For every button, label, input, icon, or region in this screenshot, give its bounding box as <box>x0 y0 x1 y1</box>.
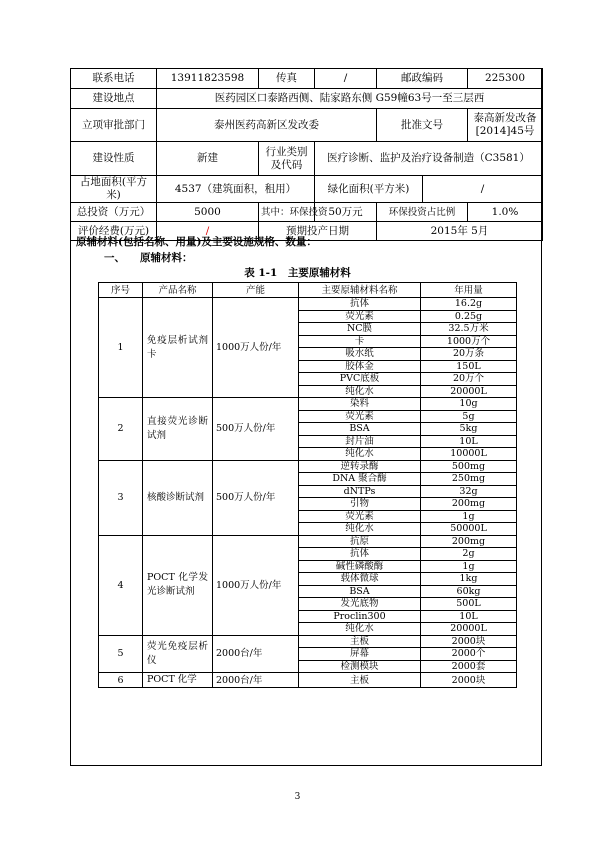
material-quantity: 1g <box>421 560 517 573</box>
env-invest-label: 其中：环保投资 <box>259 203 315 222</box>
product-number: 5 <box>99 635 143 673</box>
contact-label: 联系电话 <box>71 69 157 89</box>
material-quantity: 2000块 <box>421 673 517 688</box>
product-number: 4 <box>99 535 143 635</box>
material-quantity: 5kg <box>421 423 517 436</box>
eval-fee-label: 评价经费(万元) <box>71 222 157 241</box>
area-label: 占地面积(平方米) <box>71 176 157 203</box>
product-number: 1 <box>99 298 143 398</box>
approval-no-label: 批准文号 <box>377 109 468 142</box>
material-quantity: 10L <box>421 435 517 448</box>
material-quantity: 50000L <box>421 523 517 536</box>
green-label: 绿化面积(平方米) <box>315 176 423 203</box>
product-capacity: 2000台/年 <box>213 635 299 673</box>
table-caption: 表 1-1 主要原辅材料 <box>244 267 351 279</box>
fax-value: / <box>315 69 377 89</box>
material-name: 载体微球 <box>299 573 421 586</box>
table-row <box>99 673 517 688</box>
materials-table <box>98 282 517 688</box>
page-number: 3 <box>294 792 301 802</box>
material-name: 纯化水 <box>299 448 421 461</box>
green-value: / <box>423 176 543 203</box>
table-row <box>99 298 517 311</box>
material-quantity: 16.2g <box>421 298 517 311</box>
material-quantity: 10000L <box>421 448 517 461</box>
table-header-cell: 年用量 <box>421 283 517 298</box>
material-name: 碱性磷酸酶 <box>299 560 421 573</box>
env-ratio-label: 环保投资占比例 <box>377 203 468 222</box>
material-quantity: 250mg <box>421 473 517 486</box>
material-name: 发光底物 <box>299 598 421 611</box>
material-name: 抗体 <box>299 298 421 311</box>
table-header-row <box>99 283 517 298</box>
material-name: 染料 <box>299 398 421 411</box>
material-name: NC膜 <box>299 323 421 336</box>
env-ratio-value: 1.0% <box>468 203 543 222</box>
nature-label: 建设性质 <box>71 142 157 176</box>
material-quantity: 2000块 <box>421 635 517 648</box>
table-header-cell: 主要原辅材料名称 <box>299 283 421 298</box>
product-name: 直接荧光诊断试剂 <box>143 398 213 461</box>
material-quantity: 2000个 <box>421 648 517 661</box>
env-invest-value: 50万元 <box>315 203 377 222</box>
product-name: 免疫层析试剂卡 <box>143 298 213 398</box>
material-quantity: 1g <box>421 510 517 523</box>
product-capacity: 500万人份/年 <box>213 398 299 461</box>
material-name: DNA 聚合酶 <box>299 473 421 486</box>
material-name: PVC底板 <box>299 373 421 386</box>
material-quantity: 150L <box>421 360 517 373</box>
material-name: dNTPs <box>299 485 421 498</box>
product-name: 核酸诊断试剂 <box>143 460 213 535</box>
material-quantity: 32g <box>421 485 517 498</box>
material-name: 荧光素 <box>299 410 421 423</box>
material-quantity: 10L <box>421 610 517 623</box>
material-quantity: 2g <box>421 548 517 561</box>
material-name: 卡 <box>299 335 421 348</box>
invest-label: 总投资（万元） <box>71 203 157 222</box>
eval-fee-value: / <box>157 222 259 241</box>
material-name: 屏幕 <box>299 648 421 661</box>
material-name: 引物 <box>299 498 421 511</box>
material-name: 封片油 <box>299 435 421 448</box>
table-header-cell: 产品名称 <box>143 283 213 298</box>
material-name: 抗体 <box>299 548 421 561</box>
material-quantity: 60kg <box>421 585 517 598</box>
material-name: 主板 <box>299 635 421 648</box>
material-name: 主板 <box>299 673 421 688</box>
subsection-number: 一、 <box>104 252 125 264</box>
table-header-cell: 序号 <box>99 283 143 298</box>
approval-no-value: 泰高新发改备[2014]45号 <box>468 109 543 142</box>
material-quantity: 20万条 <box>421 348 517 361</box>
contact-value: 13911823598 <box>157 69 259 89</box>
product-number: 2 <box>99 398 143 461</box>
material-quantity: 20万个 <box>421 373 517 386</box>
subsection-title: 原辅材料： <box>140 252 193 264</box>
material-name: 吸水纸 <box>299 348 421 361</box>
table-row <box>99 460 517 473</box>
postcode-label: 邮政编码 <box>377 69 468 89</box>
material-name: 纯化水 <box>299 385 421 398</box>
invest-value: 5000 <box>157 203 259 222</box>
postcode-value: 225300 <box>468 69 543 89</box>
material-quantity: 20000L <box>421 385 517 398</box>
nature-value: 新建 <box>157 142 259 176</box>
material-name: 荧光素 <box>299 510 421 523</box>
material-name: Proclin300 <box>299 610 421 623</box>
product-name: POCT 化学 <box>143 673 213 688</box>
fax-label: 传真 <box>259 69 315 89</box>
material-name: 纯化水 <box>299 623 421 636</box>
material-name: 检测模块 <box>299 660 421 673</box>
product-number: 3 <box>99 460 143 535</box>
material-name: 纯化水 <box>299 523 421 536</box>
material-quantity: 0.25g <box>421 310 517 323</box>
material-name: 胶体金 <box>299 360 421 373</box>
material-quantity: 10g <box>421 398 517 411</box>
industry-value: 医疗诊断、监护及治疗设备制造（C3581） <box>315 142 543 176</box>
product-capacity: 1000万人份/年 <box>213 298 299 398</box>
table-row <box>99 635 517 648</box>
project-info-table <box>70 68 543 241</box>
site-value: 医药园区口泰路西侧、陆家路东侧 G59幢63号一至三层西 <box>157 89 543 109</box>
material-quantity: 500mg <box>421 460 517 473</box>
material-name: BSA <box>299 585 421 598</box>
site-label: 建设地点 <box>71 89 157 109</box>
approval-dept-value: 泰州医药高新区发改委 <box>157 109 377 142</box>
approval-dept-label: 立项审批部门 <box>71 109 157 142</box>
material-name: 荧光素 <box>299 310 421 323</box>
material-name: BSA <box>299 423 421 436</box>
material-quantity: 1kg <box>421 573 517 586</box>
product-number: 6 <box>99 673 143 688</box>
material-quantity: 1000万个 <box>421 335 517 348</box>
material-quantity: 32.5万米 <box>421 323 517 336</box>
table-header-cell: 产能 <box>213 283 299 298</box>
material-name: 逆转录酶 <box>299 460 421 473</box>
material-quantity: 20000L <box>421 623 517 636</box>
start-date-label: 预期投产日期 <box>259 222 377 241</box>
material-name: 抗原 <box>299 535 421 548</box>
product-capacity: 1000万人份/年 <box>213 535 299 635</box>
material-quantity: 500L <box>421 598 517 611</box>
product-capacity: 500万人份/年 <box>213 460 299 535</box>
table-row <box>99 535 517 548</box>
material-quantity: 200mg <box>421 535 517 548</box>
material-quantity: 2000套 <box>421 660 517 673</box>
product-name: 荧光免疫层析仪 <box>143 635 213 673</box>
product-name: POCT 化学发光诊断试剂 <box>143 535 213 635</box>
start-date-value: 2015年 5月 <box>377 222 543 241</box>
area-value: 4537（建筑面积，租用） <box>157 176 315 203</box>
material-quantity: 200mg <box>421 498 517 511</box>
product-capacity: 2000台/年 <box>213 673 299 688</box>
section-heading: 原辅材料(包括名称、用量)及主要设施规格、数量： <box>76 236 317 248</box>
industry-label: 行业类别及代码 <box>259 142 315 176</box>
material-quantity: 5g <box>421 410 517 423</box>
table-row <box>99 398 517 411</box>
